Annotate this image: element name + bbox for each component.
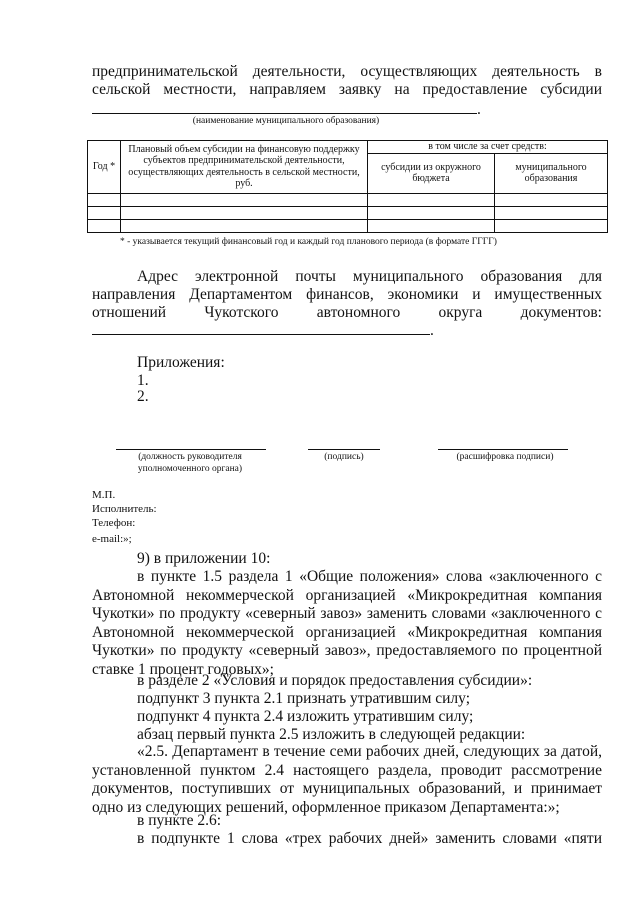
body-paragraph-5: абзац первый пункта 2.5 изложить в следующей редакции: — [137, 726, 526, 743]
intro-line-1: предпринимательской деятельности, осуществляющих деятельность в — [92, 63, 602, 80]
table-row — [88, 206, 608, 219]
attachments-heading: Приложения: — [137, 354, 225, 371]
col-district-header: субсидии из окружного бюджета — [368, 153, 495, 193]
municipality-blank — [92, 99, 477, 114]
col-group-header: в том числе за счет средств: — [368, 141, 608, 154]
col-year-header: Год * — [88, 141, 121, 194]
sign-caption: (подпись) — [324, 452, 364, 462]
email-line-4: . — [92, 320, 602, 340]
body-paragraph-7: в пункте 2.6: — [137, 812, 222, 829]
attachment-item-2: 2. — [137, 388, 149, 405]
email-blank — [92, 320, 430, 335]
position-caption: (должность руководителя уполномоченного органа) — [137, 452, 243, 474]
table-row — [88, 193, 608, 206]
phone-label: Телефон: — [92, 517, 136, 529]
email-line-2: направления Департаментом финансов, экономики и имущественных — [92, 286, 602, 303]
email-line-3: отношений Чукотского автономного округа документов: — [92, 304, 602, 321]
attachment-item-1: 1. — [137, 372, 149, 389]
decode-caption: (расшифровка подписи) — [456, 452, 554, 462]
col-plan-header: Плановый объем субсидии на финансовую поддержку субъектов предпринимательской деятельности, осуществляющих деятельность в сельской местности, руб. — [121, 141, 368, 194]
executor-label: Исполнитель: — [92, 503, 157, 515]
intro-line-3: . — [92, 99, 602, 119]
body-paragraph-8: в подпункте 1 слова «трех рабочих дней» заменить словами «пяти — [137, 830, 602, 847]
email-label: e-mail:»; — [92, 533, 132, 545]
municipality-caption: (наименование муниципального образования) — [192, 116, 380, 126]
body-paragraph-2: в разделе 2 «Условия и порядок предоставления субсидии»: — [137, 672, 533, 689]
subsidy-table — [87, 140, 608, 233]
sign-signature-line — [308, 449, 380, 450]
intro-line-2: сельской местности, направляем заявку на предоставление субсидии — [92, 81, 602, 98]
body-paragraph-3: подпункт 3 пункта 2.1 признать утратившим силу; — [137, 690, 471, 707]
table-footnote: * - указывается текущий финансовый год и каждый год планового периода (в формате ГГГГ) — [120, 237, 497, 247]
item-9-heading: 9) в приложении 10: — [137, 550, 271, 567]
body-paragraph-4: подпункт 4 пункта 2.4 изложить утратившим силу; — [137, 708, 474, 725]
table-row — [88, 219, 608, 232]
body-paragraph-6: «2.5. Департамент в течение семи рабочих дней, следующих за датой, установленной пунктом 2.4 настоящего раздела, проводит рассмотрение документов, поступивших от муниципальных образований, и принимает одно из следующих решений, оформленное приказом Департамента:»; — [92, 743, 602, 816]
col-municipal-header: муниципального образования — [495, 153, 608, 193]
position-signature-line — [116, 449, 266, 450]
stamp-label: М.П. — [92, 489, 116, 501]
decode-signature-line — [438, 449, 568, 450]
email-line-1: Адрес электронной почты муниципального образования для — [137, 268, 602, 285]
body-paragraph-1: в пункте 1.5 раздела 1 «Общие положения» слова «заключенного с Автономной некоммерческой организацией «Микрокредитная компания Чукотки» по продукту «северный завоз» заменить словами «заключенного с Автономной некоммерческой организацией «Микрокредитная компания Чукотки» по продукту «северный завоз», предоставляемого по процентной ставке 1 процент годовых»; — [92, 568, 602, 678]
